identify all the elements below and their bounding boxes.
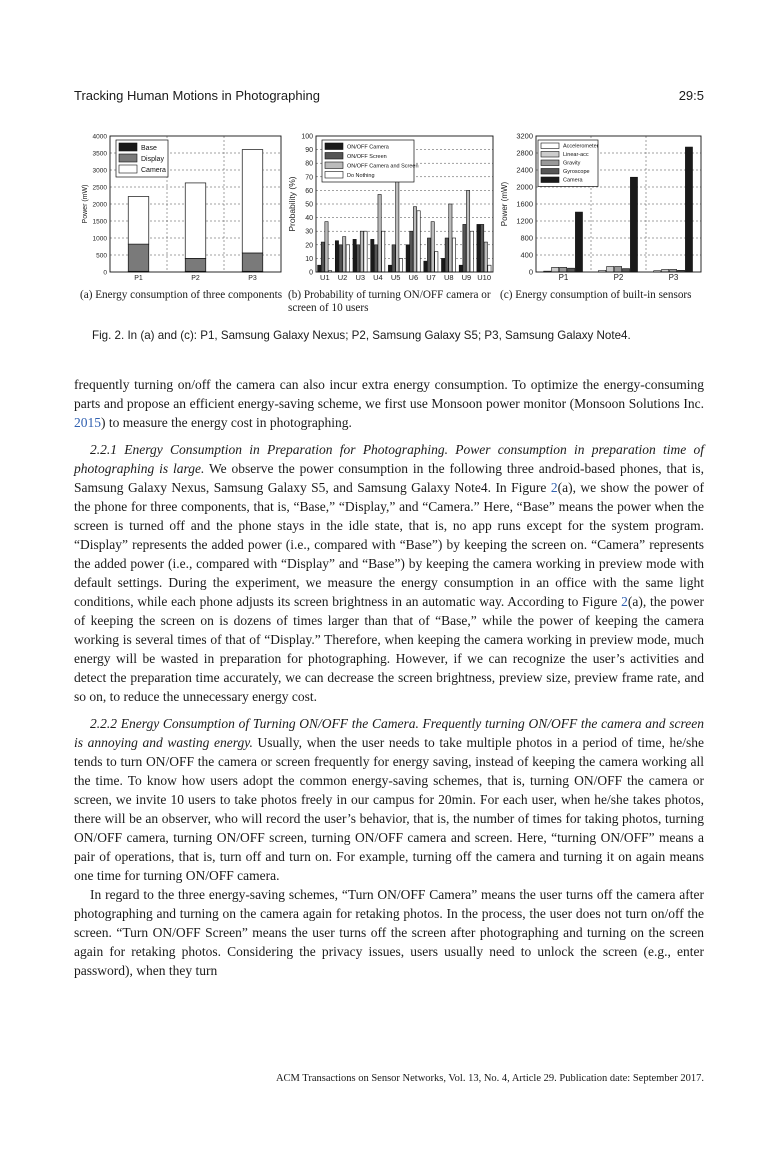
- x-tick-label: U2: [337, 273, 348, 282]
- bar: [481, 224, 484, 272]
- bar: [484, 242, 487, 272]
- y-tick-label: 90: [305, 147, 313, 155]
- bar: [357, 245, 360, 272]
- bar: [399, 258, 402, 272]
- chart-c: [498, 132, 704, 282]
- bar: [343, 237, 346, 272]
- bar: [392, 245, 395, 272]
- x-tick-label: U9: [461, 273, 472, 282]
- section-heading-2-2-1: 2.2.1 Energy Consumption in Preparation for Photographing. Power consumption in preparation time of photographing is large.: [74, 442, 704, 476]
- citation-link[interactable]: 2015: [74, 415, 101, 430]
- bar: [406, 245, 409, 272]
- bar: [339, 245, 342, 272]
- x-tick-label: P1: [558, 273, 569, 282]
- legend-swatch: [325, 143, 343, 150]
- bar: [427, 238, 430, 272]
- y-tick-label: 70: [305, 174, 313, 182]
- bar: [630, 177, 637, 272]
- bar: [607, 266, 614, 272]
- bar: [449, 204, 452, 272]
- running-header: [74, 88, 704, 106]
- x-tick-label: P2: [191, 275, 200, 282]
- bar: [396, 181, 399, 272]
- paragraph-1: frequently turning on/off the camera can also incur extra energy consumption. To optimize the energy-consuming parts and propose an efficient energy-saving scheme, we first use Monsoon power monitor (Monsoon Solutions Inc. 2015) to measure the energy cost in photographing.: [74, 377, 704, 430]
- page-number: 29:5: [678, 88, 704, 103]
- legend-swatch: [541, 160, 559, 166]
- y-tick-label: 2000: [92, 201, 107, 209]
- bar: [431, 222, 434, 272]
- legend-swatch: [325, 172, 343, 179]
- y-tick-label: 30: [305, 228, 313, 236]
- bar: [470, 231, 473, 272]
- legend-label: Accelerometer: [563, 143, 599, 150]
- legend-label: ON/OFF Screen: [347, 154, 387, 160]
- bar: [128, 197, 149, 245]
- legend-label: ON/OFF Camera and Screen: [347, 163, 419, 170]
- footer: ACM Transactions on Sensor Networks, Vol. 13, No. 4, Article 29. Publication date: September 2017.: [275, 1073, 704, 1084]
- bar: [452, 238, 455, 272]
- y-tick-label: 4000: [92, 133, 107, 141]
- legend-swatch: [541, 177, 559, 183]
- chart-b-svg: [286, 132, 496, 282]
- x-tick-label: U10: [477, 273, 492, 282]
- legend-swatch: [541, 152, 559, 158]
- running-title: Tracking Human Motions in Photographing: [74, 88, 320, 103]
- bar: [435, 252, 438, 272]
- y-tick-label: 0: [528, 267, 533, 277]
- bar: [615, 266, 622, 272]
- y-tick-label: 3200: [516, 132, 533, 141]
- section-2-2-1: 2.2.1 Energy Consumption in Preparation for Photographing. Power consumption in preparation time of photographing is large. We observe the power consumption in the following three android-based phones, that is, Samsung Galaxy Nexus, Samsung Galaxy S5, and Samsung Galaxy Note4. In Figure 2(a), we show the power of the phone for three components, that is, “Base,” “Display,” and “Camera.” Here, “Base” means the power when the screen is turned off and the phone stays in the idle state, that is, no app runs except for the system program. “Display” represents the added power (i.e., compared with “Base”) by keeping the screen on. “Camera” represents the added power (i.e., compared with “Display” and “Base”) by keeping the camera working in preview mode with default settings. During the experiment, we measure the energy consumption in an office with the same light conditions, while each phone adjusts its screen brightness in an automatic way. According to Figure 2(a), the power of keeping the screen on is dozens of times larger than that of “Base,” while the power of keeping the camera working is several times of that of “Display.” Therefore, when keeping the camera working in preview mode, much energy will be wasted in preparation for photographing. However, if we can recognize the user’s activities and detect the preparation time accurately, we can decrease the screen brightness, preview size, preview frame rate, and so on, to reduce the unnecessary energy cost.: [74, 442, 704, 704]
- y-tick-label: 2400: [516, 165, 533, 175]
- y-tick-label: 3500: [92, 150, 107, 158]
- figure-caption: Fig. 2. In (a) and (c): P1, Samsung Galaxy Nexus; P2, Samsung Galaxy S5; P3, Samsung Galaxy Note4.: [92, 329, 631, 342]
- chart-a-svg: [74, 132, 284, 282]
- bar: [353, 239, 356, 272]
- y-tick-label: 800: [520, 233, 533, 243]
- bar: [410, 231, 413, 272]
- y-tick-label: 2500: [92, 184, 107, 192]
- bar: [552, 267, 559, 272]
- y-tick-label: 80: [305, 160, 313, 168]
- figure-2: [74, 132, 704, 347]
- y-tick-label: 400: [520, 250, 533, 260]
- legend-swatch: [325, 162, 343, 169]
- legend-swatch: [119, 154, 137, 162]
- y-axis-label: Power (mW): [82, 184, 89, 224]
- bar: [185, 183, 206, 258]
- chart-c-svg: [498, 132, 704, 282]
- y-tick-label: 10: [305, 255, 313, 263]
- legend: [322, 140, 419, 182]
- bar: [417, 211, 420, 272]
- x-tick-label: U8: [443, 273, 454, 282]
- bar: [413, 207, 416, 272]
- y-axis-label: Probability (%): [287, 176, 297, 232]
- y-tick-label: 0: [103, 269, 107, 277]
- bar: [488, 265, 491, 272]
- y-tick-label: 500: [96, 252, 107, 260]
- body-text: [74, 375, 704, 980]
- legend-label: Camera: [141, 167, 166, 174]
- legend: [538, 140, 599, 187]
- legend-swatch: [541, 143, 559, 149]
- bar: [242, 253, 263, 271]
- chart-b: [286, 132, 496, 282]
- y-tick-label: 2000: [516, 182, 533, 192]
- legend-swatch: [119, 165, 137, 173]
- y-tick-label: 1000: [92, 235, 107, 243]
- bar: [325, 222, 328, 272]
- x-tick-label: P3: [248, 275, 257, 282]
- y-tick-label: 50: [305, 201, 313, 209]
- legend-label: Gyroscope: [563, 169, 590, 175]
- y-tick-label: 2800: [516, 148, 533, 158]
- bar: [463, 224, 466, 272]
- bar: [371, 239, 374, 272]
- y-tick-label: 40: [305, 215, 313, 223]
- subcaption-b: (b) Probability of turning ON/OFF camera or screen of 10 users: [288, 289, 491, 314]
- bar: [685, 147, 692, 272]
- legend-swatch: [325, 153, 343, 160]
- bar: [242, 150, 263, 253]
- legend-label: Base: [141, 145, 157, 152]
- bar: [321, 242, 324, 272]
- bar: [185, 258, 206, 271]
- section-2-2-2: 2.2.2 Energy Consumption of Turning ON/OFF the Camera. Frequently turning ON/OFF the camera and screen is annoying and wasting energy. Usually, when the user needs to take multiple photos in a period of time, he/she tends to turn ON/OFF the camera or screen frequently for energy saving, instead of keeping the camera working all the time. To know how users adopt the common energy-saving schemes, that is, turning ON/OFF the camera or screen, we invite 10 users to take photos freely in our campus for 20min. For each user, when he/she takes photos, there will be an observer, who will record the user’s behavior, that is, the number of times for taking photos, turning ON/OFF camera, turning ON/OFF screen, turning ON/OFF camera and screen. Here, “turning ON/OFF” means a pair of operations, that is, turn off and turn on. For example, turning off the camera and turning it on again means one time for turning ON/OFF camera.: [74, 716, 704, 883]
- legend: [116, 140, 168, 177]
- bar: [575, 212, 582, 272]
- subcaption-a: (a) Energy consumption of three components: [80, 289, 283, 301]
- bar: [445, 238, 448, 272]
- bar: [378, 194, 381, 272]
- y-tick-label: 0: [309, 269, 313, 277]
- bar: [364, 231, 367, 272]
- x-tick-label: P1: [134, 275, 143, 282]
- bar: [346, 245, 349, 272]
- bar: [441, 258, 444, 272]
- chart-a: [74, 132, 284, 282]
- bar: [424, 261, 427, 272]
- x-tick-label: U5: [390, 273, 401, 282]
- bar: [318, 265, 321, 272]
- x-tick-label: U6: [408, 273, 419, 282]
- bar: [360, 231, 363, 272]
- legend-label: Linear-acc: [563, 152, 589, 158]
- x-tick-label: U4: [373, 273, 383, 282]
- bar: [335, 241, 338, 272]
- bar: [374, 245, 377, 272]
- legend-swatch: [541, 169, 559, 175]
- bar: [477, 224, 480, 272]
- subcaption-c: (c) Energy consumption of built-in sensors: [500, 289, 692, 301]
- y-tick-label: 1500: [92, 218, 107, 226]
- y-axis-label: Power (mW): [500, 181, 509, 227]
- bar: [466, 190, 469, 272]
- x-tick-label: U3: [355, 273, 366, 282]
- bar: [382, 231, 385, 272]
- y-tick-label: 1600: [516, 199, 533, 209]
- y-tick-label: 3000: [92, 167, 107, 175]
- legend-label: Camera: [563, 177, 583, 184]
- bar: [567, 268, 574, 272]
- paragraph-last: In regard to the three energy-saving schemes, “Turn ON/OFF Camera” means the user turns off the camera after photographing and turning on the camera again for retaking photos. In the process, the user does not turn on/off the screen. “Turn ON/OFF Screen” means the user turns off the screen after photographing and turning on the screen again for retaking photos. Considering the privacy issues, users usually need to unlock the screen (e.g., enter password), when they turn: [74, 887, 704, 978]
- figure-ref-link[interactable]: 2: [621, 594, 628, 609]
- bar: [388, 265, 391, 272]
- y-tick-label: 20: [305, 242, 313, 250]
- legend-swatch: [119, 143, 137, 151]
- x-tick-label: U7: [426, 273, 436, 282]
- section-heading-2-2-2: 2.2.2 Energy Consumption of Turning ON/OFF the Camera. Frequently turning ON/OFF the camera and screen is annoying and wasting energy.: [74, 716, 704, 750]
- x-tick-label: P2: [613, 273, 624, 282]
- bar: [459, 265, 462, 272]
- y-tick-label: 60: [305, 187, 313, 195]
- legend-label: Display: [141, 156, 164, 163]
- y-tick-label: 1200: [516, 216, 533, 226]
- legend-label: Gravity: [563, 160, 581, 167]
- legend-label: Do Nothing: [347, 173, 375, 179]
- bar: [622, 269, 629, 272]
- bar: [560, 267, 567, 272]
- legend-label: ON/OFF Camera: [347, 144, 389, 151]
- x-tick-label: P3: [668, 273, 679, 282]
- figure-ref-link[interactable]: 2: [550, 480, 558, 495]
- x-tick-label: U1: [320, 273, 330, 282]
- bar: [128, 244, 149, 271]
- y-tick-label: 100: [301, 133, 313, 141]
